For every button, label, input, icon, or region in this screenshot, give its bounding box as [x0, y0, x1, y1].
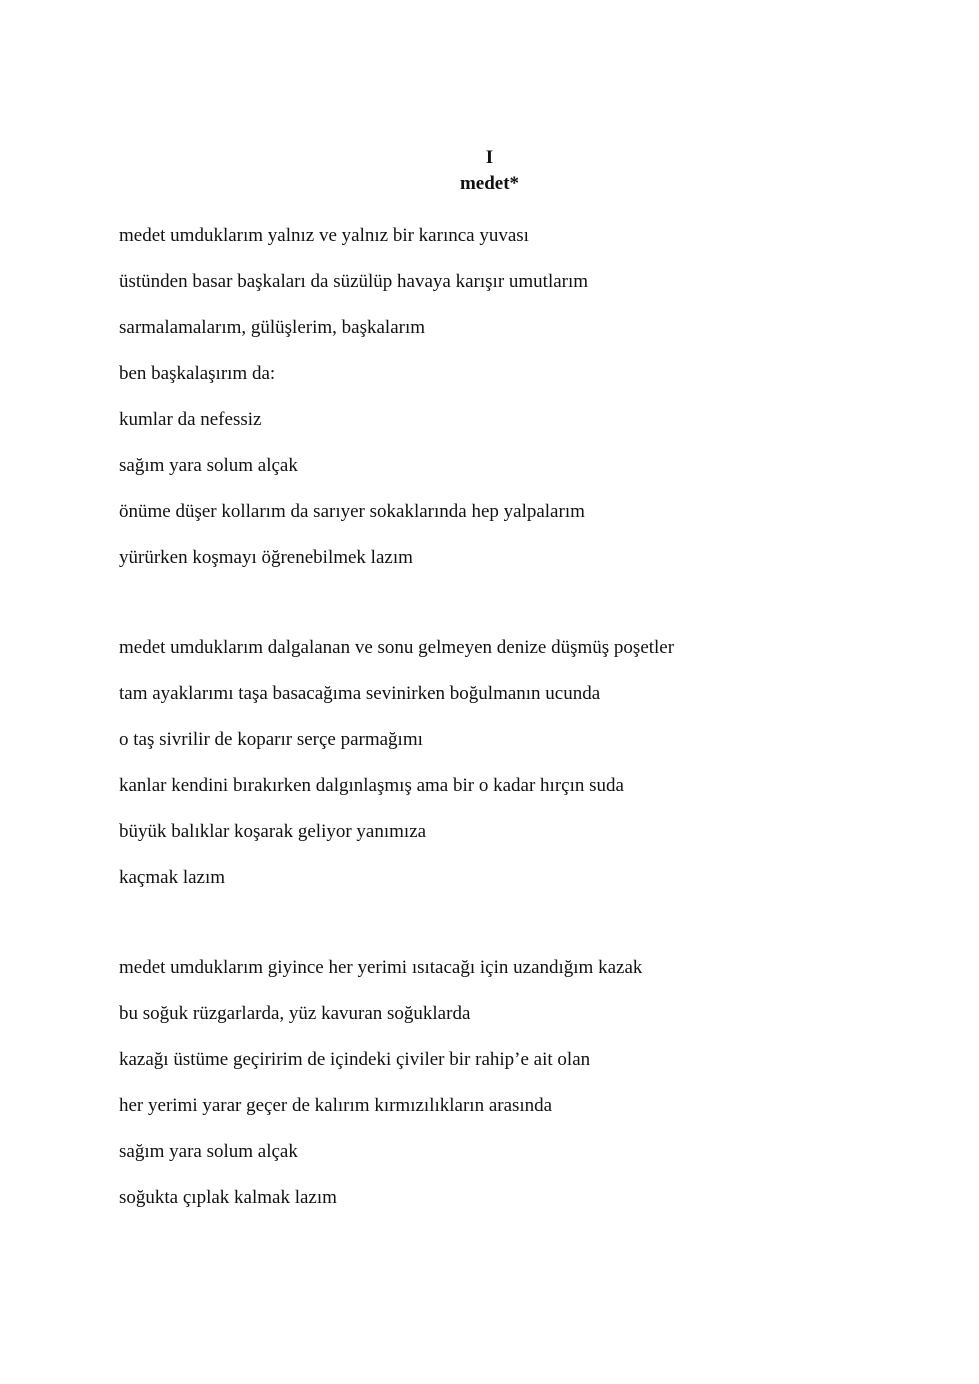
poem-line: sarmalamalarım, gülüşlerim, başkalarım [119, 317, 426, 338]
poem-title: medet* [459, 173, 520, 194]
poem-line: medet umduklarım giyince her yerimi ısıtacağı için uzandığım kazak [119, 957, 643, 978]
stanza-3 [119, 956, 919, 1232]
poem-line: medet umduklarım yalnız ve yalnız bir karınca yuvası [119, 225, 529, 246]
poem-line: üstünden basar başkaları da süzülüp havaya karışır umutlarım [119, 271, 589, 292]
poem-line: kanlar kendini bırakırken dalgınlaşmış ama bir o kadar hırçın suda [119, 775, 624, 796]
poem-line: kaçmak lazım [119, 867, 226, 888]
poem-line: bu soğuk rüzgarlarda, yüz kavuran soğuklarda [119, 1003, 471, 1024]
poem-line: medet umduklarım dalgalanan ve sonu gelmeyen denize düşmüş poşetler [119, 637, 675, 658]
poem-line: sağım yara solum alçak [119, 1141, 298, 1162]
poem-line: kumlar da nefessiz [119, 409, 262, 430]
poem-line: tam ayaklarımı taşa basacağıma sevinirken boğulmanın ucunda [119, 683, 601, 704]
stanza-1 [119, 224, 919, 592]
poem-line: kazağı üstüme geçiririm de içindeki çiviler bir rahip’e ait olan [119, 1049, 591, 1070]
stanza-2 [119, 636, 919, 912]
poem-line: o taş sivrilir de koparır serçe parmağımı [119, 729, 423, 750]
poem-line: yürürken koşmayı öğrenebilmek lazım [119, 547, 413, 568]
poem-line: her yerimi yarar geçer de kalırım kırmızılıkların arasında [119, 1095, 553, 1116]
poem-line: büyük balıklar koşarak geliyor yanımıza [119, 821, 427, 842]
poem-line: önüme düşer kollarım da sarıyer sokaklarında hep yalpalarım [119, 501, 585, 522]
section-number: I [485, 147, 494, 168]
poem-line: sağım yara solum alçak [119, 455, 298, 476]
poem-line: ben başkalaşırım da: [119, 363, 276, 384]
poem-line: soğukta çıplak kalmak lazım [119, 1187, 337, 1208]
